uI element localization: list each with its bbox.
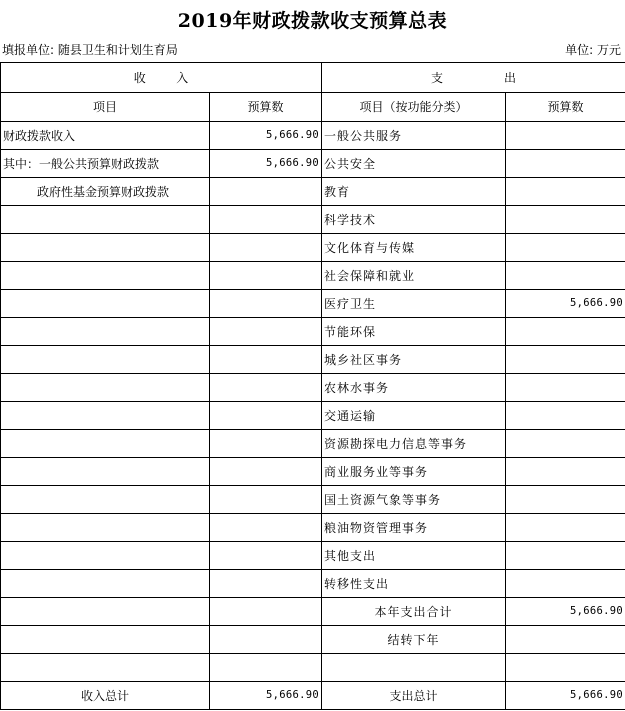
expense-item-name: 城乡社区事务 bbox=[322, 346, 506, 374]
column-header-budget: 预算数 bbox=[210, 93, 322, 122]
table-row bbox=[1, 514, 625, 542]
income-item-value bbox=[210, 570, 322, 598]
expense-item-value bbox=[506, 206, 625, 234]
expense-item-name: 医疗卫生 bbox=[322, 290, 506, 318]
empty-cell bbox=[210, 598, 322, 626]
expense-item-name: 商业服务业等事务 bbox=[322, 458, 506, 486]
income-item-name bbox=[1, 318, 210, 346]
expense-item-value bbox=[506, 486, 625, 514]
income-item-value bbox=[210, 290, 322, 318]
table-row bbox=[1, 318, 625, 346]
income-item-name bbox=[1, 262, 210, 290]
expense-item-name: 农林水事务 bbox=[322, 374, 506, 402]
income-item-name bbox=[1, 430, 210, 458]
income-item-value: 5,666.90 bbox=[210, 150, 322, 178]
table-row bbox=[1, 262, 625, 290]
expense-subtotal-row bbox=[1, 598, 625, 626]
income-item-name bbox=[1, 374, 210, 402]
blank-row bbox=[1, 654, 625, 682]
expense-section-header: 支 出 bbox=[322, 63, 625, 93]
table-row bbox=[1, 402, 625, 430]
empty-cell bbox=[210, 626, 322, 654]
table-row bbox=[1, 374, 625, 402]
table-row bbox=[1, 150, 625, 178]
expense-item-value bbox=[506, 374, 625, 402]
expense-item-value bbox=[506, 178, 625, 206]
income-item-name: 其中：一般公共预算财政拨款 bbox=[1, 150, 210, 178]
column-header-item-func: 项目（按功能分类） bbox=[322, 93, 506, 122]
currency-unit: 单位: 万元 bbox=[565, 43, 621, 57]
income-item-name bbox=[1, 402, 210, 430]
expense-item-name: 资源勘探电力信息等事务 bbox=[322, 430, 506, 458]
table-row bbox=[1, 178, 625, 206]
empty-cell bbox=[210, 654, 322, 682]
table-row bbox=[1, 486, 625, 514]
empty-cell bbox=[1, 626, 210, 654]
expense-subtotal-label: 本年支出合计 bbox=[322, 598, 506, 626]
income-section-header: 收 入 bbox=[1, 63, 322, 93]
budget-table bbox=[0, 62, 625, 710]
income-item-name bbox=[1, 458, 210, 486]
carryover-value bbox=[506, 626, 625, 654]
expense-item-value bbox=[506, 402, 625, 430]
empty-cell bbox=[322, 654, 506, 682]
expense-item-value bbox=[506, 570, 625, 598]
income-item-value bbox=[210, 542, 322, 570]
totals-row bbox=[1, 682, 625, 710]
table-row bbox=[1, 570, 625, 598]
table-row bbox=[1, 206, 625, 234]
income-item-name bbox=[1, 206, 210, 234]
income-item-name bbox=[1, 234, 210, 262]
expense-item-name: 节能环保 bbox=[322, 318, 506, 346]
empty-cell bbox=[1, 598, 210, 626]
income-item-value bbox=[210, 374, 322, 402]
expense-item-name: 文化体育与传媒 bbox=[322, 234, 506, 262]
expense-item-value bbox=[506, 122, 625, 150]
income-item-name bbox=[1, 346, 210, 374]
expense-item-value bbox=[506, 150, 625, 178]
expense-item-value bbox=[506, 542, 625, 570]
expense-item-name: 一般公共服务 bbox=[322, 122, 506, 150]
expense-item-name: 公共安全 bbox=[322, 150, 506, 178]
income-item-value bbox=[210, 318, 322, 346]
expense-item-name: 交通运输 bbox=[322, 402, 506, 430]
income-item-value bbox=[210, 486, 322, 514]
income-item-value bbox=[210, 430, 322, 458]
income-item-value bbox=[210, 234, 322, 262]
table-row bbox=[1, 290, 625, 318]
table-row bbox=[1, 542, 625, 570]
income-item-value bbox=[210, 178, 322, 206]
income-item-name bbox=[1, 542, 210, 570]
table-row bbox=[1, 430, 625, 458]
expense-item-name: 教育 bbox=[322, 178, 506, 206]
income-item-value: 5,666.90 bbox=[210, 122, 322, 150]
income-total-value: 5,666.90 bbox=[210, 682, 322, 710]
table-row bbox=[1, 122, 625, 150]
income-total-label: 收入总计 bbox=[1, 682, 210, 710]
empty-cell bbox=[506, 654, 625, 682]
income-item-value bbox=[210, 402, 322, 430]
carryover-label: 结转下年 bbox=[322, 626, 506, 654]
income-item-name bbox=[1, 290, 210, 318]
income-item-value bbox=[210, 458, 322, 486]
expense-item-name: 社会保障和就业 bbox=[322, 262, 506, 290]
table-row bbox=[1, 458, 625, 486]
expense-item-value bbox=[506, 430, 625, 458]
carryover-row bbox=[1, 626, 625, 654]
income-item-value bbox=[210, 514, 322, 542]
expense-item-name: 国土资源气象等事务 bbox=[322, 486, 506, 514]
income-item-name: 财政拨款收入 bbox=[1, 122, 210, 150]
column-header-budget2: 预算数 bbox=[506, 93, 625, 122]
expense-item-value bbox=[506, 262, 625, 290]
expense-item-name: 粮油物资管理事务 bbox=[322, 514, 506, 542]
expense-item-name: 科学技术 bbox=[322, 206, 506, 234]
column-header-row bbox=[1, 93, 625, 122]
income-item-name: 政府性基金预算财政拨款 bbox=[1, 178, 210, 206]
expense-item-value bbox=[506, 234, 625, 262]
page-title: 2019年财政拨款收支预算总表 bbox=[177, 10, 448, 32]
expense-item-value bbox=[506, 458, 625, 486]
expense-total-label: 支出总计 bbox=[322, 682, 506, 710]
income-item-name bbox=[1, 486, 210, 514]
budget-table-body bbox=[1, 63, 625, 710]
income-item-value bbox=[210, 206, 322, 234]
income-item-name bbox=[1, 514, 210, 542]
reporting-unit: 填报单位: 随县卫生和计划生育局 bbox=[2, 43, 178, 57]
table-row bbox=[1, 234, 625, 262]
income-item-value bbox=[210, 346, 322, 374]
table-row bbox=[1, 346, 625, 374]
expense-item-value bbox=[506, 318, 625, 346]
expense-item-name: 转移性支出 bbox=[322, 570, 506, 598]
section-header-row bbox=[1, 63, 625, 93]
empty-cell bbox=[1, 654, 210, 682]
expense-item-value bbox=[506, 514, 625, 542]
expense-total-value: 5,666.90 bbox=[506, 682, 625, 710]
income-item-name bbox=[1, 570, 210, 598]
expense-item-value: 5,666.90 bbox=[506, 290, 625, 318]
column-header-item: 项目 bbox=[1, 93, 210, 122]
expense-item-value bbox=[506, 346, 625, 374]
income-item-value bbox=[210, 262, 322, 290]
expense-item-name: 其他支出 bbox=[322, 542, 506, 570]
expense-subtotal-value: 5,666.90 bbox=[506, 598, 625, 626]
